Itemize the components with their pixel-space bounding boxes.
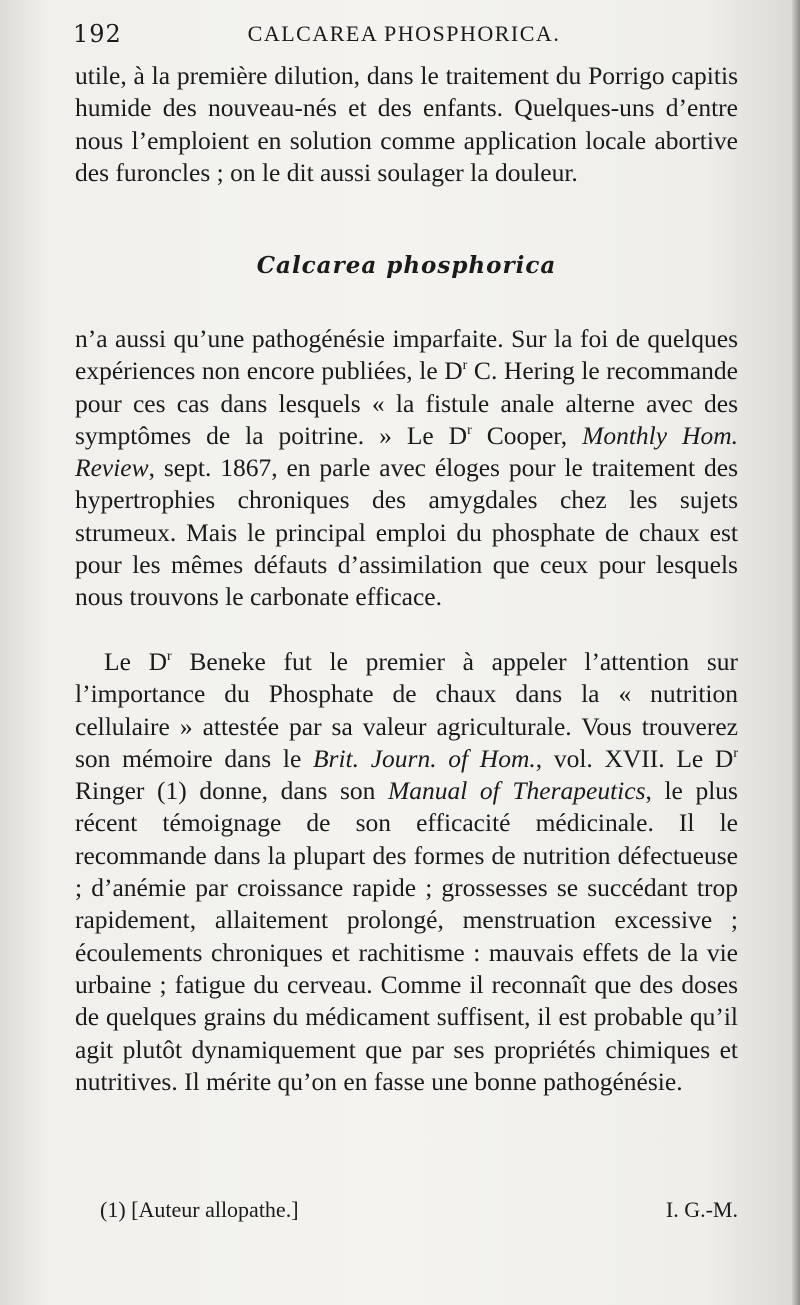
superscript: r <box>733 746 739 762</box>
page-header <box>73 16 735 52</box>
running-title: CALCAREA PHOSPHORICA. <box>247 21 561 46</box>
paragraph-3: Le $D^r$ Beneke fut le premier à appeler l’attention sur l’importance du Phosphate de chaux dans la « nutrition cellulaire » attestée par sa valeur agriculturale. Vous trouverez son mémoire dans le Brit. Journ. of Hom., vol. XVII. Le $D^r$ Ringer (1) donne, dans son Manual of Therapeutics, le plus récent témoignage de son efficacité médicinale. Il le recommande dans la plupart des formes de nutrition défectueuse ; d’anémie par croissance rapide ; grossesses se succédant trop rapidement, allaitement prolongé, menstruation excessive ; écoulements chroniques et rachitisme : mauvais effets de la vie urbaine ; fatigue du cerveau. Comme il reconnaît que des doses de quelques grains du médicament suffisent, il est probable qu’il agit plutôt dynamiquement que par ses propriétés chimiques et nutritives. Il mérite qu’on en fasse une bonne pathogénésie. <box>75 647 739 1096</box>
page-edge-shadow <box>792 0 800 1305</box>
section-heading: Calcarea phosphorica <box>256 252 557 279</box>
book-title: Manual of Therapeutics <box>387 776 646 806</box>
paragraph-2: n’a aussi qu’une pathogénésie imparfaite. Sur la foi de quelques expériences non encore publiées, le $D^r$ C. Hering le recommande pour ces cas dans lesquels « la fistule anale alterne avec des symptômes de la poitrine. » Le $D^r$ Cooper, Monthly Hom. Review, sept. 1867, en parle avec éloges pour le traitement des hypertrophies chroniques des amygdales chez les sujets strumeux. Mais le principal emploi du phosphate de chaux est pour les mêmes défauts d’assimilation que ceux pour lesquels nous trouvons le carbonate efficace. <box>75 324 738 612</box>
paragraph-1: utile, à la première dilution, dans le traitement du Porrigo capitis humide des nouveau-nés et des enfants. Quelques-uns d’entre nous l’emploient en solution comme application locale abortive des furoncles ; on le dit aussi soulager la douleur. <box>75 61 738 187</box>
footnote-initials: I. G.-M. <box>665 1197 738 1222</box>
superscript: r <box>167 649 172 665</box>
footnote-text: (1) [Auteur allopathe.] <box>100 1197 299 1222</box>
superscript: r <box>462 358 468 374</box>
page-number: 192 <box>73 20 122 48</box>
journal-title: Monthly Hom. Review <box>75 420 738 483</box>
superscript: r <box>467 423 472 439</box>
journal-title: Brit. Journ. of Hom. <box>312 743 536 773</box>
